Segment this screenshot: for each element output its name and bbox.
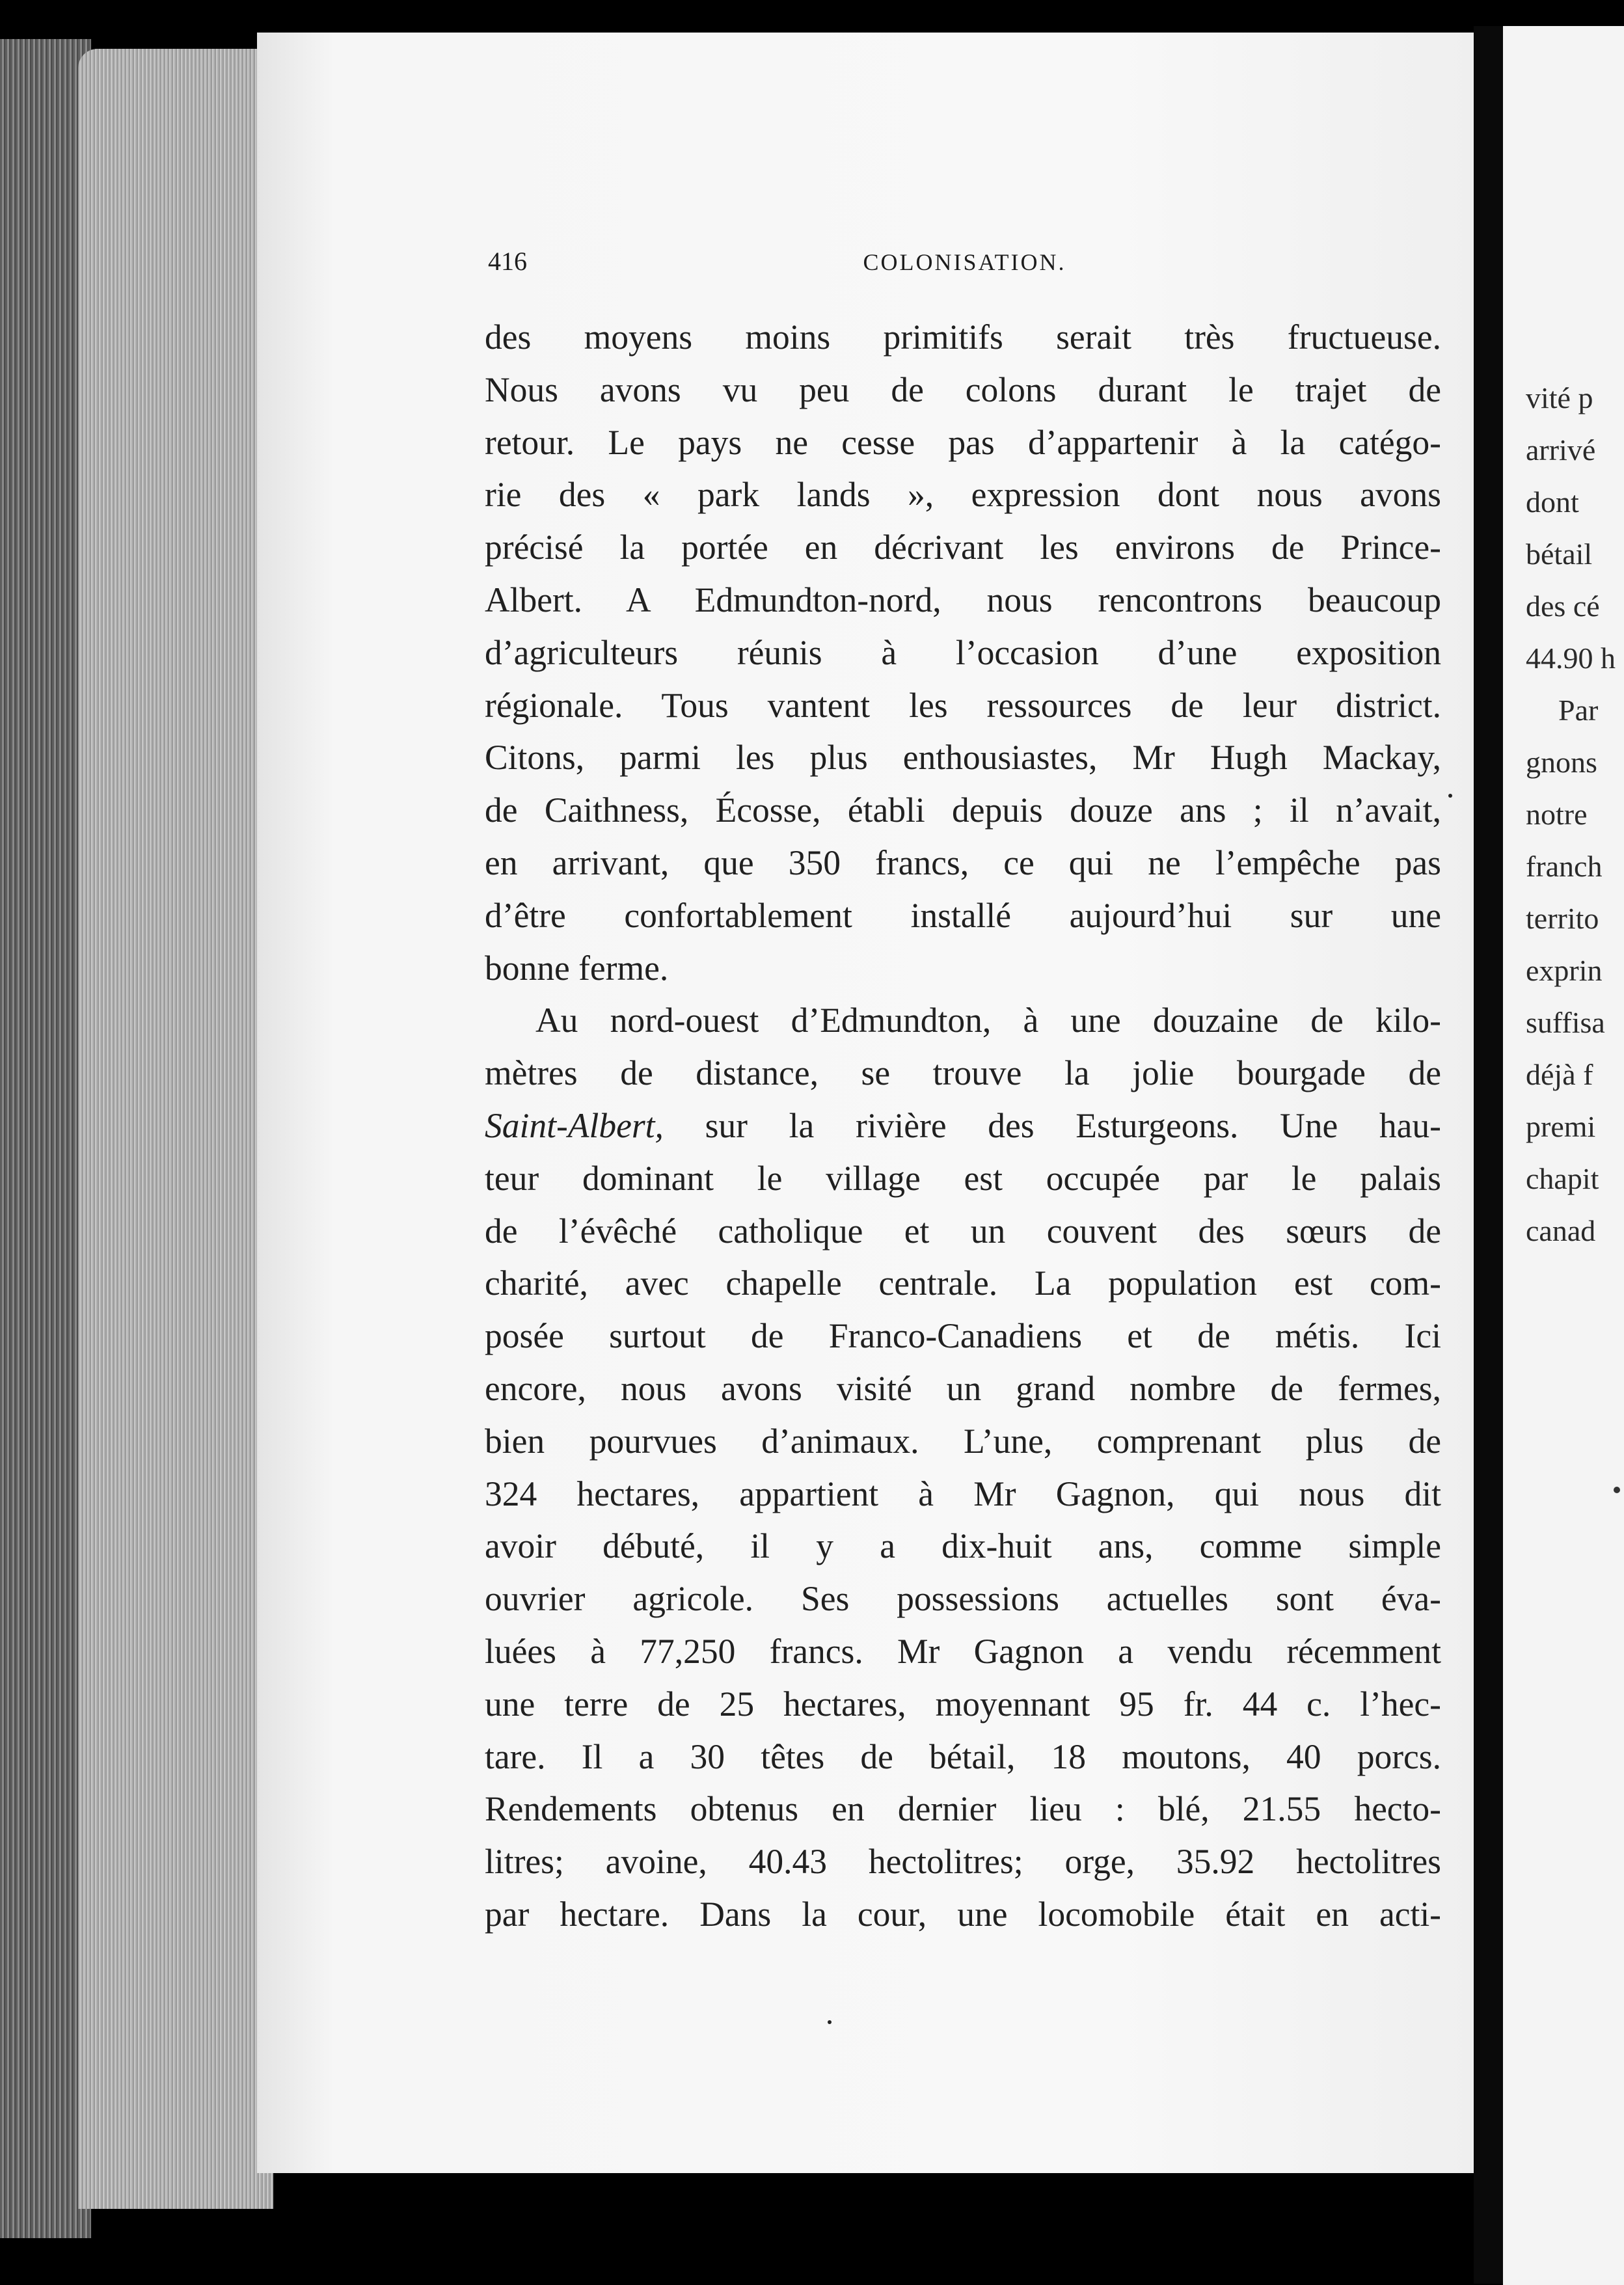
text-line: luées à 77,250 francs. Mr Gagnon a vendu récemment: [485, 1631, 1441, 1671]
text-line: bien pourvues d’animaux. L’une, comprenant plus de: [485, 1421, 1441, 1461]
text-line: [485, 1100, 1441, 1152]
text-line: en arrivant, que 350 francs, ce qui ne l’empêche pas: [485, 843, 1441, 882]
right-page-line: vité p: [1526, 381, 1593, 414]
text-line: mètres de distance, se trouve la jolie bourgade de: [485, 1053, 1441, 1093]
ink-speck: [828, 2020, 832, 2024]
text-line: teur dominant le village est occupée par le palais: [485, 1158, 1441, 1198]
right-page-line: canad: [1526, 1214, 1596, 1247]
book-fore-edge: [0, 39, 91, 2238]
body-text: [485, 311, 1441, 1941]
right-page-line: chapit: [1526, 1162, 1599, 1195]
right-page-line: gnons: [1526, 746, 1597, 779]
text-line: litres; avoine, 40.43 hectolitres; orge, 35.92 hectolitres: [485, 1842, 1441, 1882]
text-line: d’être confortablement installé aujourd’hui sur une: [485, 895, 1441, 935]
right-page-partial: [1503, 26, 1624, 2285]
text-line: 324 hectares, appartient à Mr Gagnon, qui nous dit: [485, 1474, 1441, 1513]
right-page-line: suffisa: [1526, 1006, 1605, 1039]
text-line: posée surtout de Franco-Canadiens et de métis. Ici: [485, 1316, 1441, 1356]
text-line: précisé la portée en décrivant les environs de Prince-: [485, 528, 1441, 567]
text-line: par hectare. Dans la cour, une locomobile était en acti-: [485, 1894, 1441, 1934]
right-page-line: des cé: [1526, 589, 1600, 623]
text-line: de l’évêché catholique et un couvent des sœurs de: [485, 1211, 1441, 1251]
text-line: avoir débuté, il y a dix-huit ans, comme simple: [485, 1526, 1441, 1566]
text-line: d’agriculteurs réunis à l’occasion d’une exposition: [485, 632, 1441, 672]
text-line: des moyens moins primitifs serait très fructueuse.: [485, 318, 1441, 357]
right-page-line: notre: [1526, 798, 1588, 831]
right-page-line: territo: [1526, 902, 1599, 935]
page-stack-edge: [78, 49, 273, 2209]
place-name-italic: Saint-Albert,: [485, 1105, 664, 1145]
book-gutter: [1474, 26, 1503, 2284]
text-line: de Caithness, Écosse, établi depuis douze ans ; il n’avait,: [485, 791, 1441, 830]
text-line: Nous avons vu peu de colons durant le trajet de: [485, 370, 1441, 409]
text-line: bonne ferme.: [485, 948, 669, 988]
text-line: une terre de 25 hectares, moyennant 95 fr. 44 c. l’hec-: [485, 1684, 1441, 1724]
text-line: Citons, parmi les plus enthousiastes, Mr Hugh Mackay,: [485, 738, 1441, 777]
right-page-line: dont: [1526, 485, 1579, 519]
text-line: régionale. Tous vantent les ressources de leur district.: [485, 685, 1441, 725]
text-span: sur la rivière des Esturgeons. Une hau-: [663, 1105, 1441, 1145]
right-page-line: arrivé: [1526, 433, 1596, 466]
ink-speck: [1614, 1487, 1620, 1493]
page-number: 416: [488, 247, 527, 276]
text-line: Albert. A Edmundton-nord, nous rencontrons beaucoup: [485, 580, 1441, 619]
text-line: encore, nous avons visité un grand nombre de fermes,: [485, 1368, 1441, 1408]
text-line: retour. Le pays ne cesse pas d’appartenir à la catégo-: [485, 422, 1441, 462]
right-page-line: Par: [1558, 694, 1599, 727]
running-title: COLONISATION.: [863, 249, 1066, 275]
text-line: Rendements obtenus en dernier lieu : blé, 21.55 hecto-: [485, 1789, 1441, 1829]
right-page-line: bétail: [1526, 537, 1593, 571]
page-header: [488, 246, 1441, 285]
text-line: Au nord-ouest d’Edmundton, à une douzaine de kilo-: [535, 1001, 1441, 1040]
right-page-line: 44.90 h: [1526, 642, 1616, 675]
text-line: rie des « park lands », expression dont nous avons: [485, 475, 1441, 515]
right-page-line: déjà f: [1526, 1058, 1593, 1091]
right-page-line: premi: [1526, 1110, 1596, 1143]
ink-speck: [1448, 794, 1452, 798]
right-page-line: exprin: [1526, 954, 1603, 987]
text-line: ouvrier agricole. Ses possessions actuelles sont éva-: [485, 1579, 1441, 1619]
right-page-line: franch: [1526, 850, 1603, 883]
text-line: tare. Il a 30 têtes de bétail, 18 moutons, 40 porcs.: [485, 1737, 1441, 1776]
text-line: charité, avec chapelle centrale. La population est com-: [485, 1264, 1441, 1303]
